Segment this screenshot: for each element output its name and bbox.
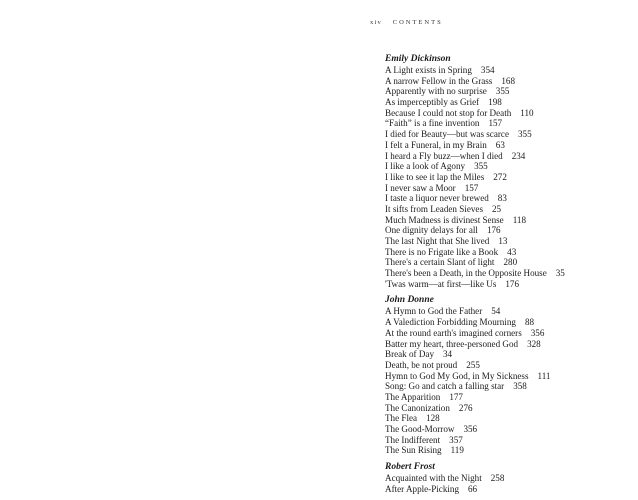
poem-title: Acquainted with the Night	[385, 473, 482, 484]
page-ref: 354	[480, 65, 495, 75]
poem-title: I felt a Funeral, in my Brain	[385, 139, 487, 150]
toc-entry	[385, 473, 635, 484]
page-ref: 118	[512, 214, 527, 225]
page-ref: 355	[517, 129, 532, 140]
poem-title: A Valediction Forbidding Mourning	[385, 317, 516, 328]
page-ref: 176	[505, 278, 520, 289]
author-section	[385, 54, 635, 289]
page-ref: 13	[498, 236, 508, 246]
header-title: CONTENTS	[392, 19, 443, 26]
toc-entry	[385, 413, 635, 424]
page-ref: 25	[491, 203, 502, 214]
toc-entry	[385, 97, 635, 108]
page-ref: 355	[495, 86, 510, 97]
toc-entry	[385, 360, 635, 371]
toc-entry	[385, 236, 635, 247]
poem-title: Apparently with no surprise	[385, 86, 487, 97]
poem-title: The Good-Morrow	[385, 424, 455, 434]
poem-title: The Apparition	[385, 391, 441, 402]
author-section	[385, 295, 635, 456]
poem-title: 'Twas warm—at first—like Us	[385, 278, 497, 289]
poem-title: The Flea	[385, 413, 418, 424]
toc-entry	[385, 317, 635, 328]
poem-title: “Faith” is a fine invention	[385, 118, 480, 129]
author-section	[385, 462, 635, 494]
page-ref: 83	[497, 193, 507, 204]
poem-title: I died for Beauty—but was scarce	[385, 129, 509, 140]
toc-entry	[385, 381, 635, 392]
toc-entry	[385, 65, 635, 76]
page-ref: 356	[530, 327, 545, 338]
page-ref: 54	[491, 306, 501, 317]
page-ref: 111	[537, 370, 551, 381]
poem-title: There's a certain Slant of light	[385, 257, 495, 268]
toc-entry	[385, 204, 635, 215]
poem-title: Because I could not stop for Death	[385, 107, 512, 118]
toc-entry	[385, 172, 635, 183]
toc-entry	[385, 247, 635, 258]
poem-title: It sifts from Leaden Sieves	[385, 203, 483, 214]
page-ref: 258	[490, 473, 505, 484]
toc-entry	[385, 392, 635, 403]
page-ref: 357	[449, 434, 463, 445]
toc-entry	[385, 225, 635, 236]
poem-title: One dignity delays for all	[385, 225, 478, 236]
poem-title: I like to see it lap the Miles	[385, 171, 485, 182]
toc-entry	[385, 403, 635, 414]
poem-title: A Light exists in Spring	[385, 65, 472, 75]
page-ref: 157	[464, 182, 479, 193]
page-ref: 128	[426, 413, 440, 424]
toc-entry	[385, 76, 635, 87]
page-ref: 168	[501, 75, 515, 86]
poem-title: I like a look of Agony	[385, 161, 466, 172]
page-ref: 35	[555, 268, 565, 279]
toc-entry	[385, 183, 635, 194]
page-ref: 66	[468, 483, 478, 494]
poem-title: I never saw a Moor	[385, 182, 456, 193]
page-ref: 276	[458, 402, 473, 413]
poem-title: As imperceptibly as Grief	[385, 97, 480, 108]
toc-entry	[385, 215, 635, 226]
toc-entry	[385, 108, 635, 119]
poem-title: Break of Day	[385, 349, 434, 360]
page-ref: 43	[507, 246, 517, 257]
page-ref: 234	[511, 150, 526, 161]
toc-entry	[385, 349, 635, 360]
page-ref: 280	[503, 257, 518, 268]
toc-entry	[385, 257, 635, 268]
poem-title: A narrow Fellow in the Grass	[385, 75, 493, 86]
poem-title: The Sun Rising	[385, 445, 442, 456]
poem-title: After Apple-Picking	[385, 483, 459, 494]
poem-title: I heard a Fly buzz—when I died	[385, 150, 503, 161]
table-of-contents	[385, 54, 635, 500]
toc-entry	[385, 445, 635, 456]
page-ref: 328	[527, 338, 541, 349]
author-name: John Donne	[385, 295, 434, 306]
poem-title: The Indifferent	[385, 434, 441, 445]
author-name: Robert Frost	[385, 462, 435, 473]
toc-entry	[385, 424, 635, 435]
toc-entry	[385, 118, 635, 129]
running-header	[370, 19, 443, 26]
page-ref: 356	[463, 424, 478, 434]
toc-entry	[385, 86, 635, 97]
page-ref: 255	[466, 359, 480, 370]
page-ref: 176	[486, 225, 501, 236]
page-ref: 88	[524, 317, 535, 328]
toc-entry	[385, 193, 635, 204]
poem-title: There is no Frigate like a Book	[385, 246, 499, 257]
poem-title: A Hymn to God the Father	[385, 306, 483, 317]
page-ref: 198	[488, 97, 502, 108]
page-ref: 272	[493, 171, 507, 182]
toc-entry	[385, 140, 635, 151]
toc-entry	[385, 161, 635, 172]
poem-title: Death, be not proud	[385, 359, 458, 370]
toc-entry	[385, 371, 635, 382]
toc-entry	[385, 435, 635, 446]
poem-title: I taste a liquor never brewed	[385, 193, 489, 204]
toc-entry	[385, 279, 635, 290]
toc-entry	[385, 328, 635, 339]
toc-entry	[385, 151, 635, 162]
page-ref: 119	[450, 445, 464, 456]
poem-title: The last Night that She lived	[385, 236, 490, 246]
page-ref: 34	[443, 349, 453, 360]
page-ref: 157	[488, 118, 503, 129]
poem-title: Much Madness is divinest Sense	[385, 214, 504, 225]
toc-entry	[385, 129, 635, 140]
author-name: Emily Dickinson	[385, 54, 451, 64]
poem-title: The Canonization	[385, 402, 450, 413]
poem-title: At the round earth's imagined corners	[385, 327, 522, 338]
toc-entry	[385, 306, 635, 317]
page-ref: 358	[513, 381, 527, 392]
poem-title: Song: Go and catch a falling star	[385, 381, 505, 392]
toc-entry	[385, 339, 635, 350]
page-ref: 63	[495, 139, 505, 150]
page-ref: 355	[474, 161, 488, 172]
toc-entry	[385, 268, 635, 279]
poem-title: Hymn to God My God, in My Sickness	[385, 370, 529, 381]
poem-title: There's been a Death, in the Opposite House	[385, 268, 547, 279]
page-number: xiv	[370, 19, 382, 26]
page-ref: 110	[520, 107, 534, 118]
page-ref: 177	[449, 391, 463, 402]
poem-title: Batter my heart, three-personed God	[385, 338, 519, 349]
